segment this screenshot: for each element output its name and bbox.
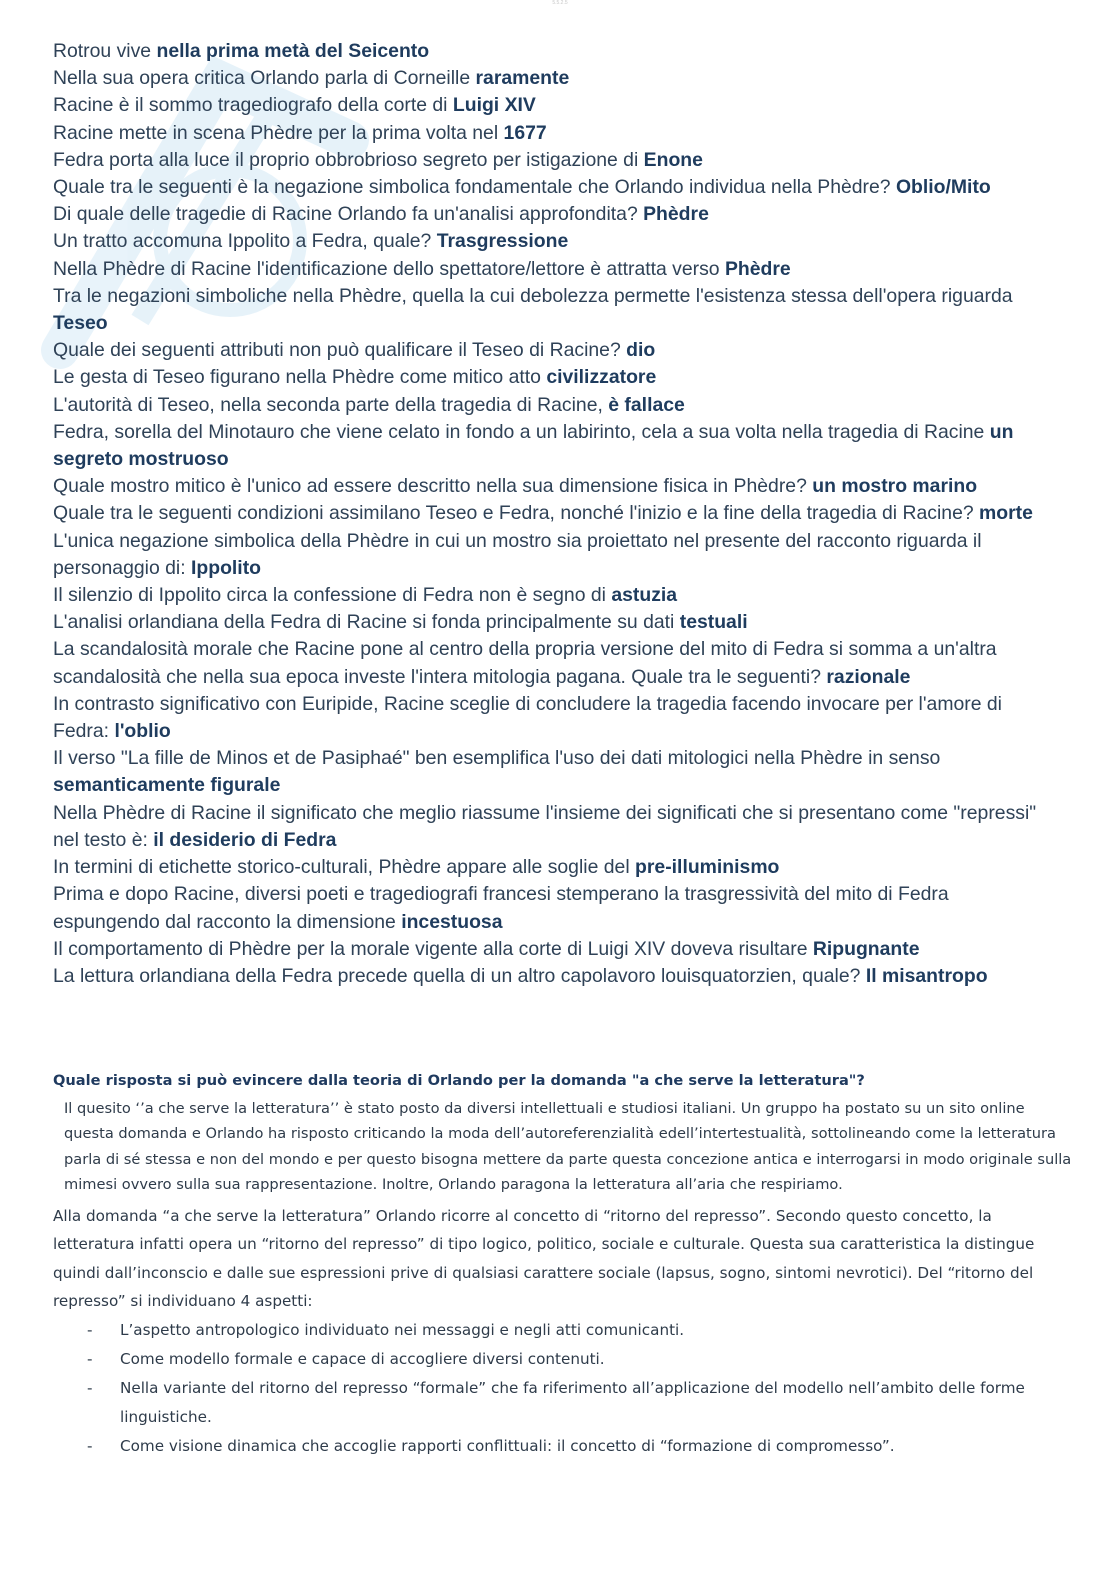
page-header-mark: 5.5.2.5 <box>552 0 568 6</box>
essay-intro: Il quesito ‘’a che serve la letteratura’’ è stato posto da diversi intellettuali e studiosi italiani. Un gruppo ha postato su un sito online questa domanda e Orlando ha risposto criticando la moda dell’autoreferenzialità edell’intertestualità, sottolineando come la letteratura parla di sé stessa e non del mondo e per questo bisogna mettere da parte questa concezione antica e interrogarsi in modo originale sulla mimesi ovvero sulla sua rappresentazione. Inoltre, Orlando paragona la letteratura all’aria che respiriamo. <box>64 1100 1072 1194</box>
qa-line <box>53 228 1053 255</box>
answer-text: morte <box>979 502 1033 525</box>
qa-line <box>53 92 1053 119</box>
qa-line <box>53 256 1053 283</box>
qa-line <box>53 38 1053 65</box>
qa-line <box>53 147 1053 174</box>
qa-line <box>53 392 1053 419</box>
answer-text: Luigi XIV <box>452 94 536 117</box>
answer-text: Phèdre <box>643 203 709 226</box>
answer-text: Ripugnante <box>812 937 920 960</box>
answer-text: Ippolito <box>191 556 261 579</box>
answer-text: Teseo <box>53 312 108 335</box>
qa-line <box>53 881 1053 935</box>
question-text: Racine è il sommo tragediografo della corte di <box>53 94 453 117</box>
list-item: - Nella variante del ritorno del represso “formale” che fa riferimento all’applicazione del modello nell’ambito delle forme linguistiche. <box>87 1379 1025 1426</box>
question-text: La scandalosità morale che Racine pone al centro della propria versione del mito di Fedra si somma a un'altra scandalosità che nella sua epoca investe l'intera mitologia pagana. Quale tra le seguenti? <box>53 638 997 688</box>
answer-text: semanticamente figurale <box>53 774 281 797</box>
qa-line <box>53 337 1053 364</box>
qa-line <box>53 364 1053 391</box>
qa-line <box>53 963 1053 990</box>
qa-line <box>53 800 1053 854</box>
question-text: Il silenzio di Ippolito circa la confessione di Fedra non è segno di <box>53 584 612 607</box>
essay-heading: Quale risposta si può evincere dalla teoria di Orlando per la domanda "a che serve la letteratura"? <box>53 1072 865 1089</box>
answer-text: 1677 <box>503 121 547 144</box>
list-item: - L’aspetto antropologico individuato nei messaggi e negli atti comunicanti. <box>87 1321 685 1339</box>
qa-line <box>53 65 1053 92</box>
answer-text: raramente <box>475 67 570 90</box>
answer-text: Il misantropo <box>865 964 988 987</box>
question-text: Tra le negazioni simboliche nella Phèdre, quella la cui debolezza permette l'esistenza stessa dell'opera riguarda <box>53 284 1013 307</box>
qa-line <box>53 936 1053 963</box>
question-text: Quale mostro mitico è l'unico ad essere descritto nella sua dimensione fisica in Phèdre? <box>53 475 813 498</box>
question-text: Nella sua opera critica Orlando parla di Corneille <box>53 67 476 90</box>
question-text: Il verso "La fille de Minos et de Pasiphaé" ben esemplifica l'uso dei dati mitologici nella Phèdre in senso <box>53 747 941 770</box>
qa-line <box>53 500 1053 527</box>
list-item: - Come modello formale e capace di accogliere diversi contenuti. <box>87 1350 605 1368</box>
question-text: L'unica negazione simbolica della Phèdre in cui un mostro sia proiettato nel presente del racconto riguarda il personaggio di: <box>53 529 982 579</box>
question-text: Quale tra le seguenti condizioni assimilano Teseo e Fedra, nonché l'inizio e la fine della tragedia di Racine? <box>53 502 980 525</box>
answer-text: Trasgressione <box>436 230 569 253</box>
question-text: Quale tra le seguenti è la negazione simbolica fondamentale che Orlando individua nella Phèdre? <box>53 176 896 199</box>
answer-text: Enone <box>643 148 703 171</box>
list-item: - Come visione dinamica che accoglie rapporti conflittuali: il concetto di “formazione di compromesso”. <box>87 1437 895 1455</box>
qa-line <box>53 854 1053 881</box>
question-text: La lettura orlandiana della Fedra precede quella di un altro capolavoro louisquatorzien, quale? <box>53 964 866 987</box>
question-text: Racine mette in scena Phèdre per la prima volta nel <box>53 121 504 144</box>
answer-text: un mostro marino <box>812 475 978 498</box>
answer-text: pre-illuminismo <box>635 856 780 879</box>
essay-section <box>53 1070 1073 1461</box>
answer-text: è fallace <box>608 393 685 416</box>
qa-line <box>53 419 1053 473</box>
question-text: Nella Phèdre di Racine l'identificazione dello spettatore/lettore è attratta verso <box>53 257 725 280</box>
qa-line <box>53 201 1053 228</box>
question-text: Quale dei seguenti attributi non può qualificare il Teseo di Racine? <box>53 339 627 362</box>
answer-text: astuzia <box>611 584 678 607</box>
question-text: Nella Phèdre di Racine il significato che meglio riassume l'insieme dei significati che si presentano come "repressi" nel testo è: <box>53 801 1037 851</box>
qa-line <box>53 528 1053 582</box>
question-answer-list <box>53 38 1053 990</box>
answer-text: incestuosa <box>401 910 503 933</box>
question-text: L'autorità di Teseo, nella seconda parte della tragedia di Racine, <box>53 393 609 416</box>
question-text: Le gesta di Teseo figurano nella Phèdre come mitico atto <box>53 366 547 389</box>
question-text: In contrasto significativo con Euripide, Racine sceglie di concludere la tragedia facendo invocare per l'amore di Fedra: <box>53 692 1002 743</box>
answer-text: testuali <box>679 611 748 634</box>
answer-text: razionale <box>826 665 911 688</box>
qa-line <box>53 120 1053 147</box>
question-text: Rotrou vive <box>53 40 157 62</box>
answer-text: civilizzatore <box>546 366 657 389</box>
question-text: Di quale delle tragedie di Racine Orlando fa un'analisi approfondita? <box>53 203 644 226</box>
qa-line <box>53 582 1053 609</box>
question-text: L'analisi orlandiana della Fedra di Racine si fonda principalmente su dati <box>53 611 680 634</box>
answer-text: dio <box>626 339 656 362</box>
qa-line <box>53 745 1053 799</box>
qa-line <box>53 473 1053 500</box>
question-text: Il comportamento di Phèdre per la morale vigente alla corte di Luigi XIV doveva risultare <box>53 937 813 960</box>
qa-line <box>53 283 1053 337</box>
answer-text: nella prima metà del Seicento <box>156 40 430 62</box>
answer-text: l'oblio <box>114 720 171 743</box>
qa-line <box>53 609 1053 636</box>
aspects-list <box>53 1316 1073 1461</box>
question-text: Fedra, sorella del Minotauro che viene celato in fondo a un labirinto, cela a sua volta nella tragedia di Racine <box>53 420 990 443</box>
qa-line <box>53 636 1053 690</box>
essay-body: Alla domanda “a che serve la letteratura” Orlando ricorre al concetto di “ritorno del represso”. Secondo questo concetto, la letteratura infatti opera un “ritorno del represso” di tipo logico, politico, sociale e culturale. Questa sua caratteristica la distingue quindi dall’inconscio e dalle sue espressioni prive di qualsiasi carattere sociale (lapsus, sogno, sintomi nevrotici). Del “ritorno del represso” si individuano 4 aspetti: <box>53 1206 1035 1311</box>
answer-text: Oblio/Mito <box>895 176 991 199</box>
answer-text: un segreto mostruoso <box>53 420 1014 471</box>
answer-text: Phèdre <box>724 257 791 280</box>
answer-text: il desiderio di Fedra <box>153 828 337 851</box>
question-text: Fedra porta alla luce il proprio obbrobrioso segreto per istigazione di <box>53 148 644 171</box>
question-text: Un tratto accomuna Ippolito a Fedra, quale? <box>53 230 437 253</box>
question-text: In termini di etichette storico-culturali, Phèdre appare alle soglie del <box>53 856 636 879</box>
qa-line <box>53 691 1053 745</box>
question-text: Prima e dopo Racine, diversi poeti e tragediografi francesi stemperano la trasgressività del mito di Fedra espungendo dal racconto la dimensione <box>53 883 949 933</box>
qa-line <box>53 174 1053 201</box>
